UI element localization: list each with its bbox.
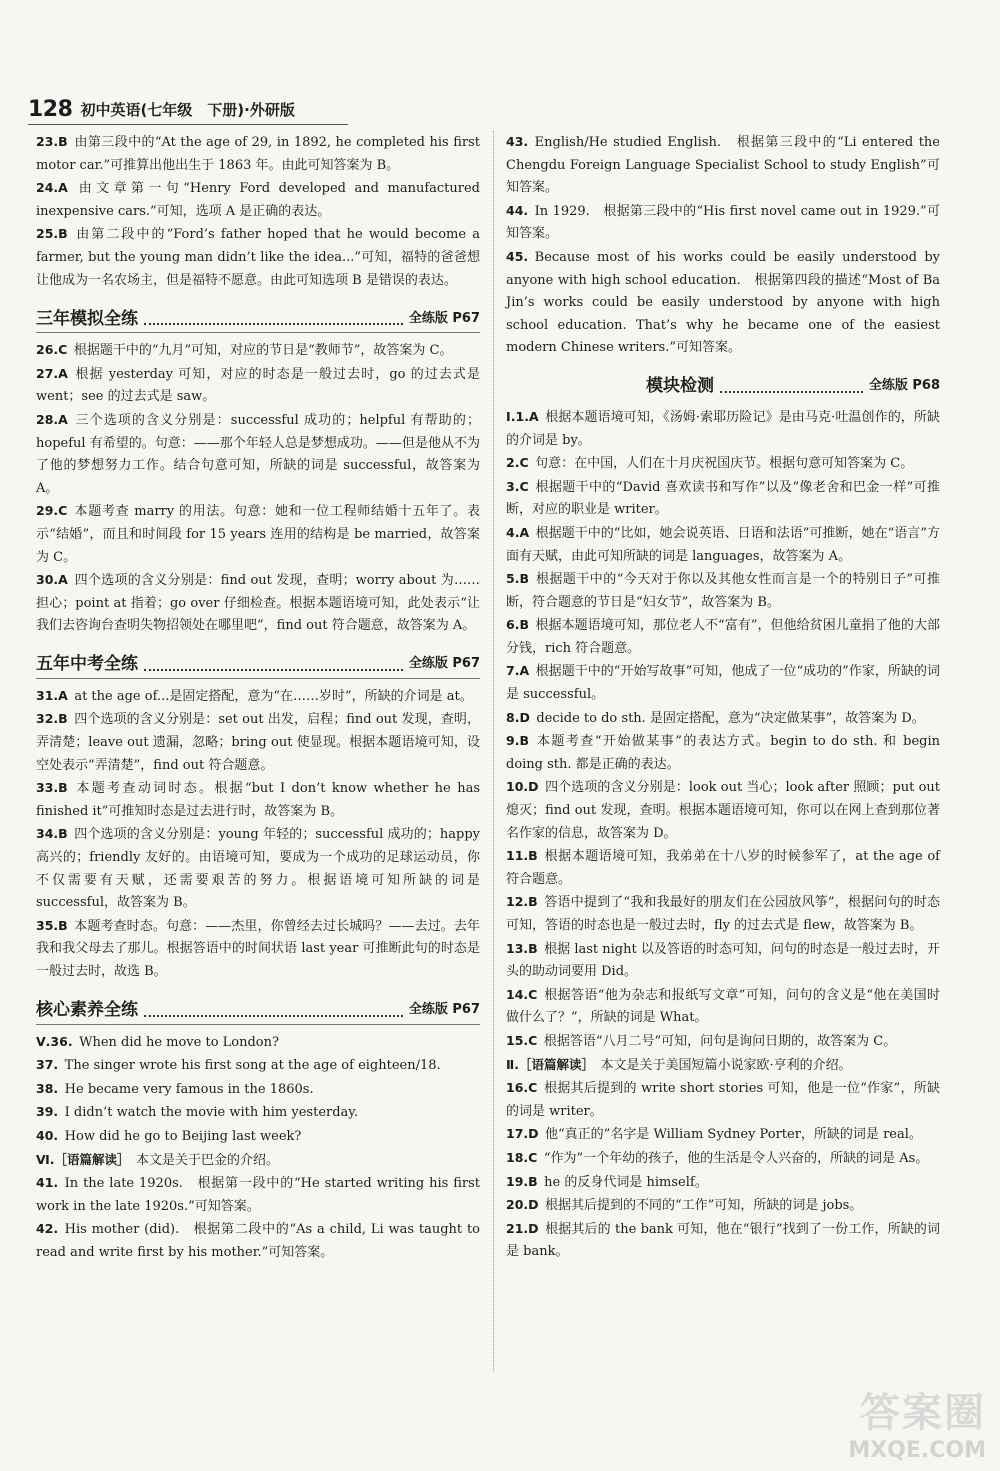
answer-explanation: he 的反身代词是 himself。 [544, 1174, 708, 1190]
answer-entry [506, 1123, 940, 1147]
answer-explanation: 根据答语“他为杂志和报纸写文章”可知，问句的含义是“他在美国时做什么了？”，所缺的词是 What。 [506, 987, 940, 1026]
answer-number: 15.C [506, 1032, 538, 1048]
answer-explanation: 根据题干中的“David 喜欢读书和写作”以及“像老舍和巴金一样”可推断，对应的职业是 writer。 [506, 479, 940, 518]
answer-explanation: 四个选项的含义分别是：look out 当心；look after 照顾；put out 熄灭；find out 发现，查明。根据本题语境可知，你可以在网上查到那位著名作家的信息，故答案为 D。 [506, 780, 940, 841]
answer-number: 8.D [506, 709, 530, 725]
answer-number: 40. [36, 1127, 59, 1143]
answer-explanation: 三个选项的含义分别是：successful 成功的；helpful 有帮助的；hopeful 有希望的。句意：——那个年轻人总是梦想成功。——但是他从不为了他的梦想努力工作。结合句意可知，所缺的词是 successful，故答案为 A。 [36, 412, 480, 496]
answer-number: 12.B [506, 894, 538, 910]
answer-entry [506, 568, 940, 614]
answer-explanation: 由第二段中的“Ford’s father hoped that he would become a farmer, but the young man didn’t like the idea...”可知，福特的爸爸想让他成为一名农场主，但是福特不愿意。由此可知选项 B 是错误的表达。 [36, 227, 480, 288]
section-title: 五年中考全练 [36, 654, 138, 675]
answer-number: 43. [506, 134, 529, 149]
answer-explanation: 根据 yesterday 可知，对应的时态是一般过去时，go 的过去式是 went；see 的过去式是 saw。 [36, 366, 480, 405]
book-title: 初中英语(七年级 下册)·外研版 [80, 101, 295, 119]
answer-number: 31.A [36, 687, 68, 703]
answer-explanation: 根据题干中的“开始写故事”可知，他成了一位“成功的”作家，所缺的词是 successful。 [506, 664, 940, 703]
answer-explanation: Because most of his works could be easily understood by anyone with high school education. 根据第四段的描述“Most of Ba Jin’s works could be easily understood by anyone with high school education. That’s why he became one of the easiest modern Chinese writers.”可知答案。 [506, 249, 940, 356]
section-heading [646, 368, 940, 400]
answer-entry [36, 708, 480, 777]
answer-number: 25.B [36, 226, 68, 242]
answer-entry [506, 1194, 940, 1218]
leader-dots [144, 1015, 403, 1017]
answer-entry [36, 685, 480, 709]
answer-entry [36, 1125, 480, 1149]
answer-explanation: 本文是关于美国短篇小说家欧·亨利的介绍。 [600, 1057, 852, 1073]
answer-number: 26.C [36, 342, 68, 358]
answer-explanation: 根据本题语境可知，《汤姆·索耶历险记》是由马克·吐温创作的，所缺的介词是 by。 [506, 409, 940, 448]
right-column [506, 131, 940, 1264]
page-number: 128 [28, 97, 73, 122]
answer-number: Ⅴ.36. [36, 1033, 73, 1049]
answer-number: 21.D [506, 1220, 539, 1236]
answer-explanation: 根据其后提到的不同的“工作”可知，所缺的词是 jobs。 [545, 1198, 863, 1214]
answer-entry [506, 1147, 940, 1171]
answer-entry [36, 777, 480, 823]
answer-number: 20.D [506, 1197, 539, 1213]
leader-dots [144, 323, 403, 325]
answer-explanation: 根据答语“八月二号”可知，问句是询问日期的，故答案为 C。 [543, 1033, 897, 1049]
answer-number: 4.A [506, 524, 530, 540]
answer-entry [36, 339, 480, 363]
answer-explanation: His mother (did). 根据第二段中的“As a child, Li was taught to read and write first by his mother.”可知答案。 [36, 1222, 480, 1260]
answer-entry [506, 891, 940, 937]
answer-number: 39. [36, 1104, 59, 1120]
answer-entry [506, 660, 940, 706]
page-header [28, 88, 295, 122]
answer-entry [36, 1218, 480, 1264]
answer-entry [36, 915, 480, 984]
answer-number: 24.A [36, 180, 68, 196]
answer-entry [36, 1078, 480, 1102]
answer-explanation: 根据其后提到的 write short stories 可知，他是一位“作家”，所缺的词是 writer。 [506, 1081, 940, 1119]
answer-explanation: 本文是关于巴金的介绍。 [136, 1152, 280, 1168]
answer-explanation: 本题考查“开始做某事”的表达方式。begin to do sth. 和 begin doing sth. 都是正确的表达。 [506, 734, 940, 772]
answer-explanation: I didn’t watch the movie with him yesterday. [64, 1105, 359, 1121]
answer-explanation: 根据题干中的“今天对于你以及其他女性而言是一个的特别日子”可推断，符合题意的节日是“妇女节”，故答案为 B。 [506, 572, 940, 610]
answer-entry [36, 1149, 480, 1173]
answer-explanation: 本题考查 marry 的用法。句意：她和一位工程师结婚十五年了。表示“结婚”，而且和时间段 for 15 years 连用的结构是 be married，故答案为 C。 [36, 504, 480, 565]
answer-number: 19.B [506, 1173, 538, 1189]
section-page-ref: 全练版 P67 [408, 310, 480, 326]
answer-number: 10.D [506, 779, 539, 795]
answer-entry [36, 823, 480, 914]
answer-number: Ⅰ.1.A [506, 408, 539, 424]
answer-number: 37. [36, 1057, 59, 1073]
answer-number: 29.C [36, 503, 68, 519]
leader-dots [144, 669, 403, 671]
answer-explanation: How did he go to Beijing last week? [64, 1128, 302, 1144]
answer-number: 41. [36, 1175, 59, 1191]
answer-number: 2.C [506, 455, 529, 471]
answer-number: 14.C [506, 986, 538, 1002]
answer-entry [506, 1077, 940, 1123]
answer-explanation: In the late 1920s. 根据第一段中的“He started writing his first work in the late 1920s.”可知答案。 [36, 1176, 480, 1214]
answer-explanation: 由文章第一句“Henry Ford developed and manufactured inexpensive cars.”可知，选项 A 是正确的表达。 [36, 181, 480, 219]
answer-entry [36, 1054, 480, 1078]
answer-entry [506, 246, 940, 360]
section-heading [36, 300, 480, 333]
answer-explanation: 答语中提到了“我和我最好的朋友们在公园放风筝”，根据问句的时态可知，答语的时态也是一般过去时，fly 的过去式是 flew，故答案为 B。 [506, 895, 940, 933]
answer-entry [506, 522, 940, 568]
watermark-site: MXQE.COM [848, 1438, 986, 1463]
section-title: 三年模拟全练 [36, 308, 138, 329]
answer-number: 42. [36, 1221, 59, 1237]
answer-number: 34.B [36, 826, 68, 842]
answer-explanation: 他“真正的”名字是 William Sydney Porter，所缺的词是 real。 [545, 1127, 922, 1143]
section-heading [36, 646, 480, 679]
answer-explanation: 根据本题语境可知，那位老人不“富有”，但他给贫困儿童捐了他的大部分钱，rich 符合题意。 [506, 618, 940, 656]
answer-entry [506, 200, 940, 246]
header-rule [28, 124, 348, 125]
answer-entry [36, 569, 480, 638]
answer-explanation: 本题考查动词时态。根据“but I don’t know whether he has finished it”可推知时态是过去进行时，故答案为 B。 [36, 781, 480, 819]
answer-entry [36, 223, 480, 292]
answer-entry [36, 131, 480, 177]
leader-dots [720, 391, 863, 393]
answer-number: 3.C [506, 478, 529, 494]
section-page-ref: 全练版 P68 [868, 378, 940, 394]
answer-entry [506, 845, 940, 891]
answer-entry [506, 1171, 940, 1195]
answer-entry [36, 1031, 480, 1055]
answer-explanation: 本题考查时态。句意：——杰里，你曾经去过长城吗？——去过。去年我和我父母去了那儿。根据答语中的时间状语 last year 可推断此句的时态是一般过去时，故选 B。 [36, 918, 480, 979]
answer-explanation: In 1929. 根据第三段中的“His first novel came out in 1929.”可知答案。 [506, 203, 940, 242]
answer-entry [506, 406, 940, 452]
answer-entry [506, 938, 940, 984]
answer-entry [36, 1172, 480, 1218]
answer-number: 44. [506, 202, 529, 218]
answer-explanation: He became very famous in the 1860s. [64, 1081, 314, 1097]
answer-entry [36, 500, 480, 569]
answer-entry [36, 363, 480, 409]
watermark-logo: 答案圈 [860, 1390, 986, 1436]
section-page-ref: 全练版 P67 [408, 1002, 480, 1017]
section-heading [36, 992, 480, 1025]
answer-number: 7.A [506, 663, 530, 679]
answer-number: 5.B [506, 571, 529, 587]
answer-number: 30.A [36, 572, 68, 588]
answer-explanation: decide to do sth. 是固定搭配，意为“决定做某事”，故答案为 D。 [536, 710, 925, 726]
answer-entry [36, 409, 480, 500]
column-divider [493, 131, 494, 1371]
answer-entry [506, 730, 940, 776]
answer-number: Ⅱ.［语篇解读］ [506, 1056, 594, 1072]
left-column [36, 131, 480, 1265]
section-title: 模块检测 [646, 376, 714, 397]
answer-entry [506, 707, 940, 731]
answer-explanation: 根据本题语境可知，我弟弟在十八岁的时候参军了，at the age of 符合题意。 [506, 849, 940, 887]
answer-entry [506, 131, 940, 200]
answer-number: 13.B [506, 940, 538, 956]
answer-number: 11.B [506, 848, 538, 864]
answer-number: 17.D [506, 1126, 539, 1142]
answer-entry [506, 452, 940, 476]
answer-number: 18.C [506, 1149, 538, 1165]
answer-explanation: 四个选项的含义分别是：find out 发现，查明；worry about 为……担心；point at 指着；go over 仔细检查。根据本题语境可知，此处表示“让我们去咨询台查明失物招领处在哪里吧”，find out 符合题意，故答案为 A。 [36, 573, 480, 634]
answer-explanation: 句意：在中国，人们在十月庆祝国庆节。根据句意可知答案为 C。 [535, 456, 914, 472]
answer-number: 32.B [36, 711, 68, 727]
answer-entry [36, 177, 480, 223]
section-title: 核心素养全练 [36, 1000, 138, 1020]
answer-explanation: “作为”一个年幼的孩子，他的生活是令人兴奋的，所缺的词是 As。 [543, 1150, 929, 1166]
answer-explanation: English/He studied English. 根据第三段中的“Li entered the Chengdu Foreign Language Specialist School to study English”可知答案。 [506, 135, 940, 196]
answer-number: 27.A [36, 365, 68, 381]
watermark [848, 1381, 986, 1463]
answer-explanation: The singer wrote his first song at the age of eighteen/18. [64, 1058, 441, 1074]
answer-entry [506, 1030, 940, 1054]
answer-number: Ⅵ.［语篇解读］ [36, 1151, 130, 1167]
answer-number: 23.B [36, 134, 68, 149]
answer-number: 33.B [36, 780, 68, 796]
answer-explanation: 根据题干中的“九月”可知，对应的节日是“教师节”，故答案为 C。 [73, 343, 453, 359]
answer-explanation: 四个选项的含义分别是：young 年轻的；successful 成功的；happy 高兴的；friendly 友好的。由语境可知，要成为一个成功的足球运动员，你不仅需要有天赋，还需要艰苦的努力。根据语境可知所缺的词是 successful，故答案为 B。 [36, 827, 480, 911]
answer-number: 16.C [506, 1080, 538, 1096]
answer-number: 45. [506, 248, 529, 264]
answer-explanation: 由第三段中的“At the age of 29, in 1892, he completed his first motor car.”可推算出他出生于 1863 年。由此可知答案为 B。 [36, 135, 480, 173]
answer-explanation: 四个选项的含义分别是：set out 出发，启程；find out 发现，查明，弄清楚；leave out 遗漏，忽略；bring out 使显现。根据本题语境可知，设空处表示“弄清楚”，find out 符合题意。 [36, 712, 480, 773]
answer-explanation: 根据 last night 以及答语的时态可知，问句的时态是一般过去时，开头的助动词要用 Did。 [506, 941, 940, 980]
answer-explanation: 根据题干中的“比如，她会说英语、日语和法语”可推断，她在“语言”方面有天赋，由此可知所缺的词是 languages，故答案为 A。 [506, 525, 940, 564]
answer-entry [506, 984, 940, 1030]
answer-number: 28.A [36, 411, 68, 427]
answer-number: 35.B [36, 917, 68, 933]
answer-explanation: 根据其后的 the bank 可知，他在“银行”找到了一份工作，所缺的词是 bank。 [506, 1221, 940, 1260]
answer-entry [36, 1101, 480, 1125]
answer-explanation: When did he move to London? [79, 1034, 279, 1050]
answer-explanation: at the age of...是固定搭配，意为“在……岁时”，所缺的介词是 at。 [74, 688, 473, 704]
answer-number: 38. [36, 1080, 59, 1096]
answer-entry [506, 476, 940, 522]
answer-number: 6.B [506, 617, 529, 633]
answer-entry [506, 1054, 940, 1078]
section-page-ref: 全练版 P67 [408, 656, 480, 672]
answer-entry [506, 776, 940, 845]
answer-entry [506, 614, 940, 660]
answer-number: 9.B [506, 733, 529, 749]
answer-entry [506, 1218, 940, 1264]
